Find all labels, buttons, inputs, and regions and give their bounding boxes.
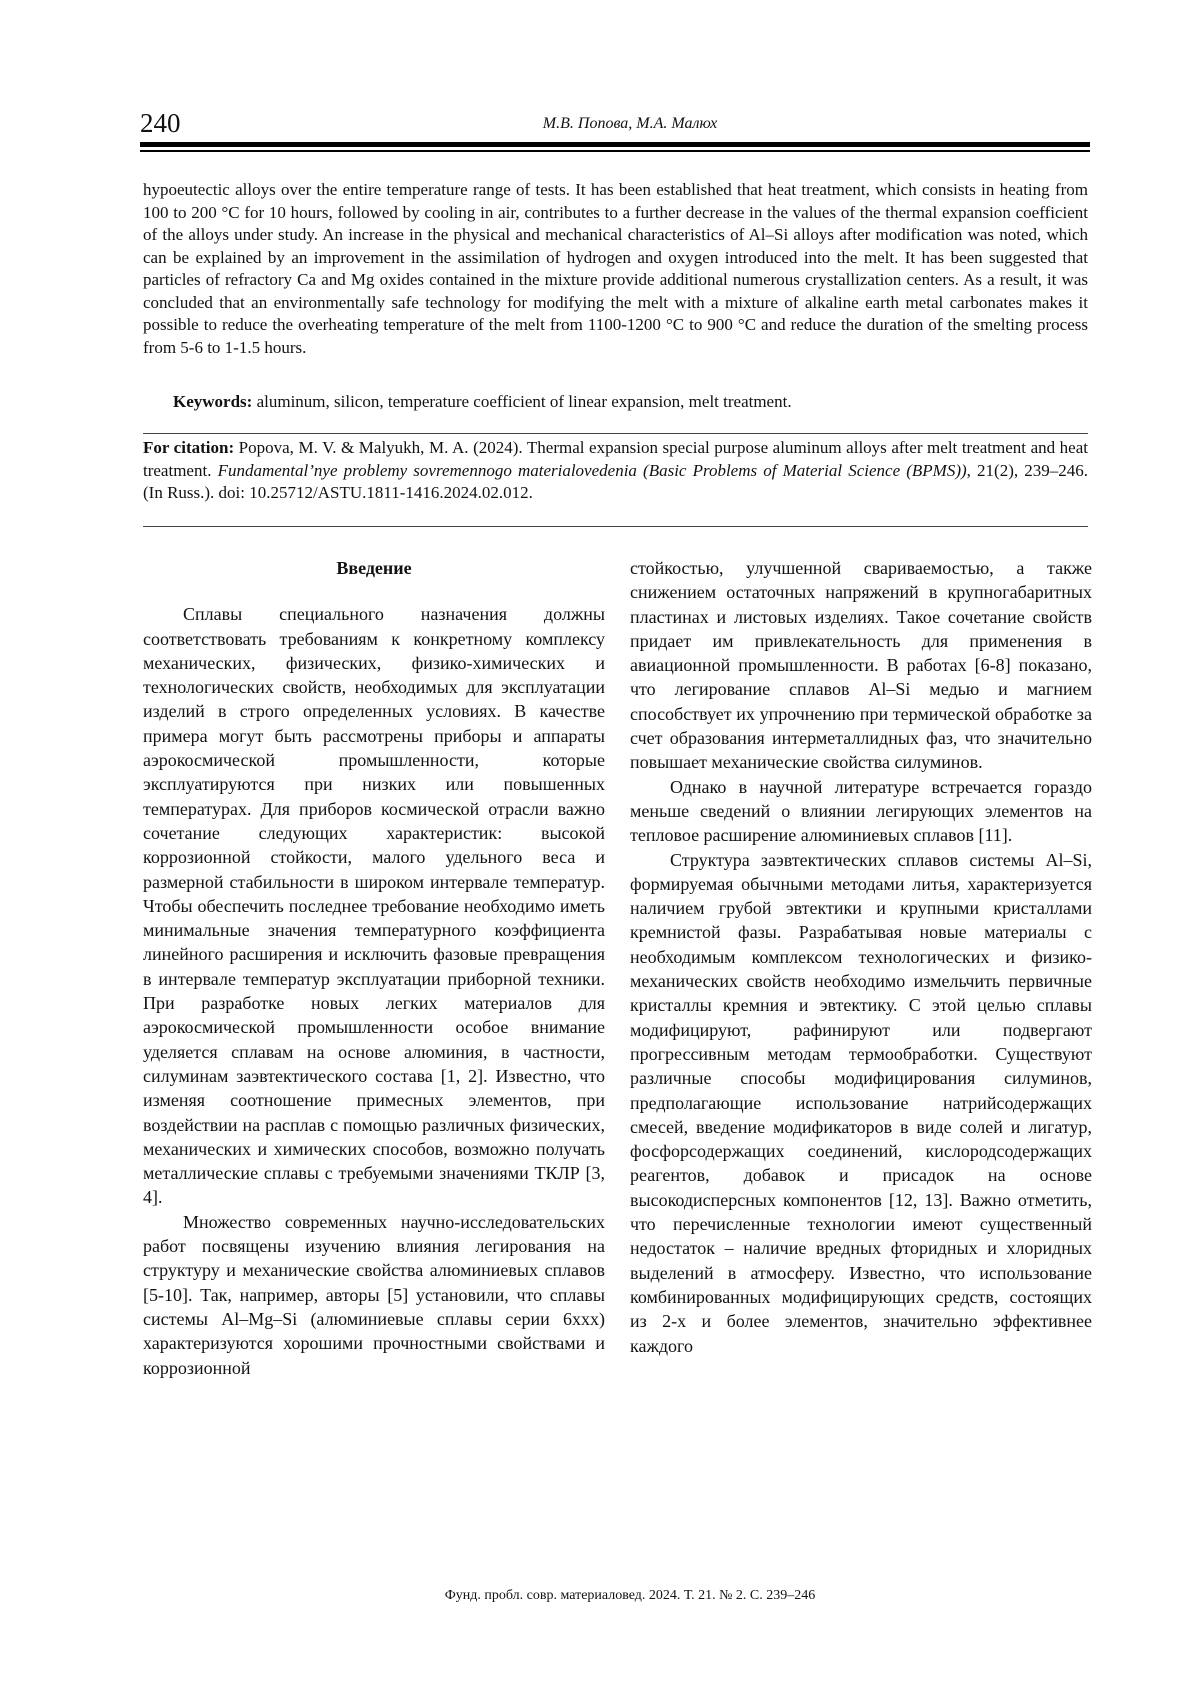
running-head-authors: М.В. Попова, М.А. Малюх bbox=[542, 115, 718, 132]
citation-separator-bottom bbox=[143, 526, 1088, 527]
citation-label: For citation: bbox=[143, 438, 235, 457]
abstract-text: hypoeutectic alloys over the entire temperature range of tests. It has been established that heat treatment, which consists in heating from 100 to 200 °C for 10 hours, followed by cooling in air, contributes to a further decrease in the values of the thermal expansion coefficient of the alloys under study. An increase in the physical and mechanical characteristics of Al–Si alloys after modification was noted, which can be explained by an improvement in the assimilation of hydrogen and oxygen introduced into the melt. It has been suggested that particles of refractory Ca and Mg oxides contained in the mixture provide additional numerous crystallization centers. As a result, it was concluded that an environmentally safe technology for modifying the melt with a mixture of alkaline earth metal carbonates makes it possible to reduce the overheating temperature of the melt from 1100-1200 °C to 900 °C and reduce the duration of the smelting process from 5-6 to 1-1.5 hours. bbox=[143, 180, 1088, 357]
paragraph: Структура заэвтектических сплавов системы Al–Si, формируемая обычными методами литья, характеризуется наличием грубой эвтектики и крупными кристаллами кремнистой фазы. Разрабатывая новые материалы с необходимым комплексом технологических и физико-механических свойств необходимо измельчить первичные кристаллы кремния и эвтектику. С этой целью сплавы модифицируют, рафинируют или подвергают прогрессивным методам термообработки. Существуют различные способы модифицирования силуминов, предполагающие использование натрийсодержащих смесей, введение модификаторов в виде солей и лигатур, фосфорсодержащих соединений, кислородсодержащих реагентов, добавок и присадок на основе высокодисперсных компонентов [12, 13]. Важно отметить, что перечисленные технологии имеют существенный недостаток – наличие вредных фторидных и хлоридных выделений в атмосферу. Известно, что использование комбинированных модифицирующих средств, состоящих из 2-х и более элементов, значительно эффективнее каждого bbox=[630, 849, 1092, 1356]
citation-separator-top bbox=[143, 433, 1088, 434]
paragraph: Множество современных научно-исследовательских работ посвящены изучению влияния легирования на структуру и механические свойства алюминиевых сплавов [5-10]. Так, например, авторы [5] установили, что сплавы системы Al–Mg–Si (алюминиевые сплавы серии 6xxx) характеризуются хорошими прочностными свойствами и коррозионной bbox=[143, 1211, 605, 1378]
header-rule-thick bbox=[140, 142, 1090, 147]
header-rule-thin bbox=[140, 150, 1090, 152]
left-column bbox=[143, 556, 605, 1380]
keywords bbox=[143, 391, 1088, 414]
citation-journal: Fundamental’nye problemy sovremennogo materialovedenia (Basic Problems of Material Science (BPMS)) bbox=[217, 460, 967, 480]
paragraph: Сплавы специального назначения должны соответствовать требованиям к конкретному комплексу механических, физических, физико-химических и технологических свойств, необходимых для эксплуатации изделий в строго определенных условиях. В качестве примера могут быть рассмотрены приборы и аппараты аэрокосмической промышленности, которые эксплуатируются при низких или повышенных температурах. Для приборов космической отрасли важно сочетание следующих характеристик: высокой коррозионной стойкости, малого удельного веса и размерной стабильности в широком интервале температур. Чтобы обеспечить последнее требование необходимо иметь минимальные значения температурного коэффициента линейного расширения и исключить фазовые превращения в интервале температур эксплуатации приборной техники. При разработке новых легких материалов для аэрокосмической промышленности особое внимание уделяется сплавам на основе алюминия, в частности, силуминам заэвтектического состава [1, 2]. Известно, что изменяя соотношение примесных элементов, при воздействии на расплав с помощью различных физических, механических и химических способов, возможно получать металлические сплавы с требуемыми значениями ТКЛР [3, 4]. bbox=[143, 604, 605, 1208]
keywords-label: Keywords: bbox=[173, 392, 253, 411]
paragraph-continuation: стойкостью, улучшенной свариваемостью, а также снижением остаточных напряжений в крупногабаритных пластинах и листовых изделиях. Такое сочетание свойств придает им привлекательность для применения в авиационной промышленности. В работах [6-8] показано, что легирование сплавов Al–Si медью и магнием способствует их упрочнению при термической обработке за счет образования интерметаллидных фаз, что значительно повышает механические свойства силуминов. bbox=[630, 558, 1092, 773]
section-title: Введение bbox=[336, 558, 412, 578]
citation bbox=[143, 437, 1088, 505]
paragraph: Однако в научной литературе встречается гораздо меньше сведений о влиянии легирующих элементов на тепловое расширение алюминиевых сплавов [11]. bbox=[630, 776, 1092, 846]
citation-text-2: , 21(2), 239–246. (In Russ.). doi: 10.25712/ASTU.1811-1416.2024.02.012. bbox=[143, 460, 1088, 502]
citation-text-1: Popova, M. V. & Malyukh, M. A. (2024). Thermal expansion special purpose aluminum alloys after melt treatment and heat treatment. bbox=[143, 438, 1088, 480]
footer-journal-reference: Фунд. пробл. совр. материаловед. 2024. Т. 21. № 2. С. 239–246 bbox=[444, 1588, 816, 1603]
right-column bbox=[630, 556, 1092, 1358]
page-number: 240 bbox=[140, 108, 181, 138]
keywords-text: aluminum, silicon, temperature coefficient of linear expansion, melt treatment. bbox=[252, 392, 792, 411]
